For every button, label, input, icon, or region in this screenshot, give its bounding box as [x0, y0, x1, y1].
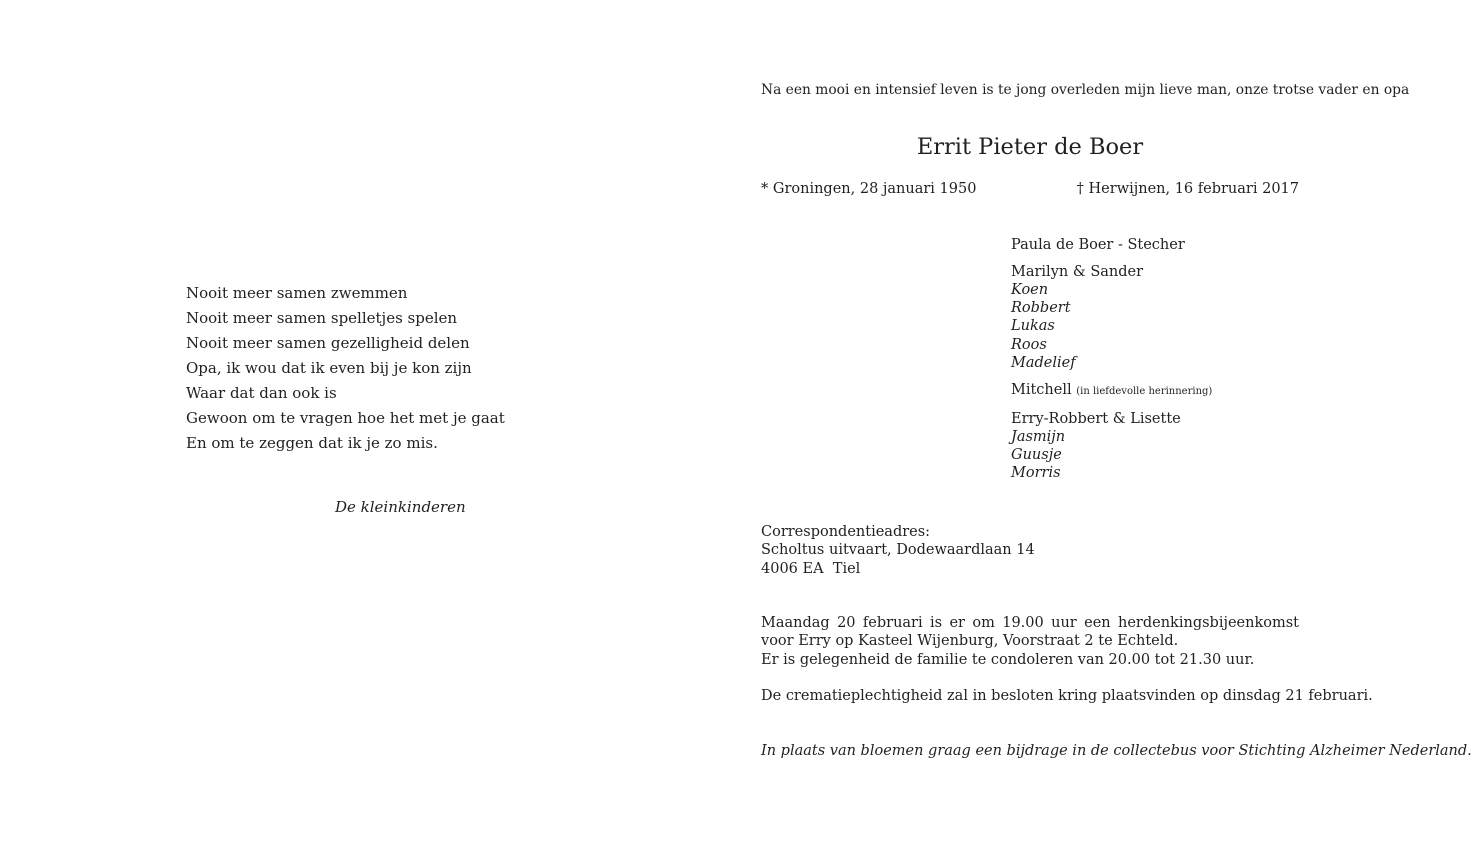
intro-text: Na een mooi en intensief leven is te jong overleden mijn lieve man, onze trotse vader en opa	[761, 82, 1410, 98]
poem-line: Opa, ik wou dat ik even bij je kon zijn	[186, 359, 472, 377]
condolence-text: Er is gelegenheid de familie te condoleren van 20.00 tot 21.30 uur.	[761, 651, 1255, 668]
grandchild-name: Koen	[1011, 282, 1049, 298]
donation-note: In plaats van bloemen graag een bijdrage in de collectebus voor Stichting Alzheimer Nederland.	[761, 743, 1472, 759]
grandchild-name: Robbert	[1011, 300, 1071, 317]
grandchild-name: Morris	[1011, 465, 1061, 482]
poem	[186, 281, 606, 456]
death-info: † Herwijnen, 16 februari 2017	[1076, 181, 1299, 197]
memorial-note: (in liefdevolle herinnering)	[1076, 386, 1213, 398]
family-group-head: Erry-Robbert & Lisette	[1011, 411, 1181, 428]
poem-line: Waar dat dan ook is	[186, 384, 337, 402]
grandchild-name: Jasmijn	[1011, 429, 1066, 446]
cremation-text: De crematieplechtigheid zal in besloten kring plaatsvinden op dinsdag 21 februari.	[761, 688, 1373, 704]
grandchild-name: Lukas	[1011, 318, 1055, 335]
birth-info: * Groningen, 28 januari 1950	[761, 181, 977, 197]
address-line: 4006 EA Tiel	[761, 560, 861, 577]
family-member-name: Mitchell	[1011, 382, 1072, 399]
memorial-gathering-text: Maandag 20 februari is er om 19.00 uur een herdenkingsbijeenkomst voor Erry op Kasteel Wijenburg, Voorstraat 2 te Echteld.	[761, 615, 1299, 650]
family-group	[1011, 381, 1299, 401]
grandchild-name: Roos	[1011, 336, 1047, 353]
family-group-head: Marilyn & Sander	[1011, 264, 1144, 280]
poem-line: Gewoon om te vragen hoe het met je gaat	[186, 409, 505, 427]
spouse-name: Paula de Boer - Stecher	[1011, 237, 1185, 253]
grandchild-name: Madelief	[1011, 354, 1076, 371]
address-line: Scholtus uitvaart, Dodewaardlaan 14	[761, 542, 1035, 559]
family-group-head	[1011, 381, 1299, 401]
ceremony-info	[761, 614, 1299, 669]
poem-signature: De kleinkinderen	[335, 498, 466, 516]
poem-line: Nooit meer samen zwemmen	[186, 284, 408, 302]
poem-line: Nooit meer samen spelletjes spelen	[186, 309, 458, 327]
family-group	[1011, 410, 1299, 483]
deceased-name: Errit Pieter de Boer	[916, 134, 1144, 160]
family-list	[1011, 236, 1299, 492]
address-label: Correspondentieadres:	[761, 524, 931, 540]
poem-line: En om te zeggen dat ik je zo mis.	[186, 434, 438, 452]
poem-line: Nooit meer samen gezelligheid delen	[186, 334, 470, 352]
grandchild-name: Guusje	[1011, 447, 1062, 464]
correspondence-address	[761, 523, 1035, 578]
family-group	[1011, 263, 1299, 372]
